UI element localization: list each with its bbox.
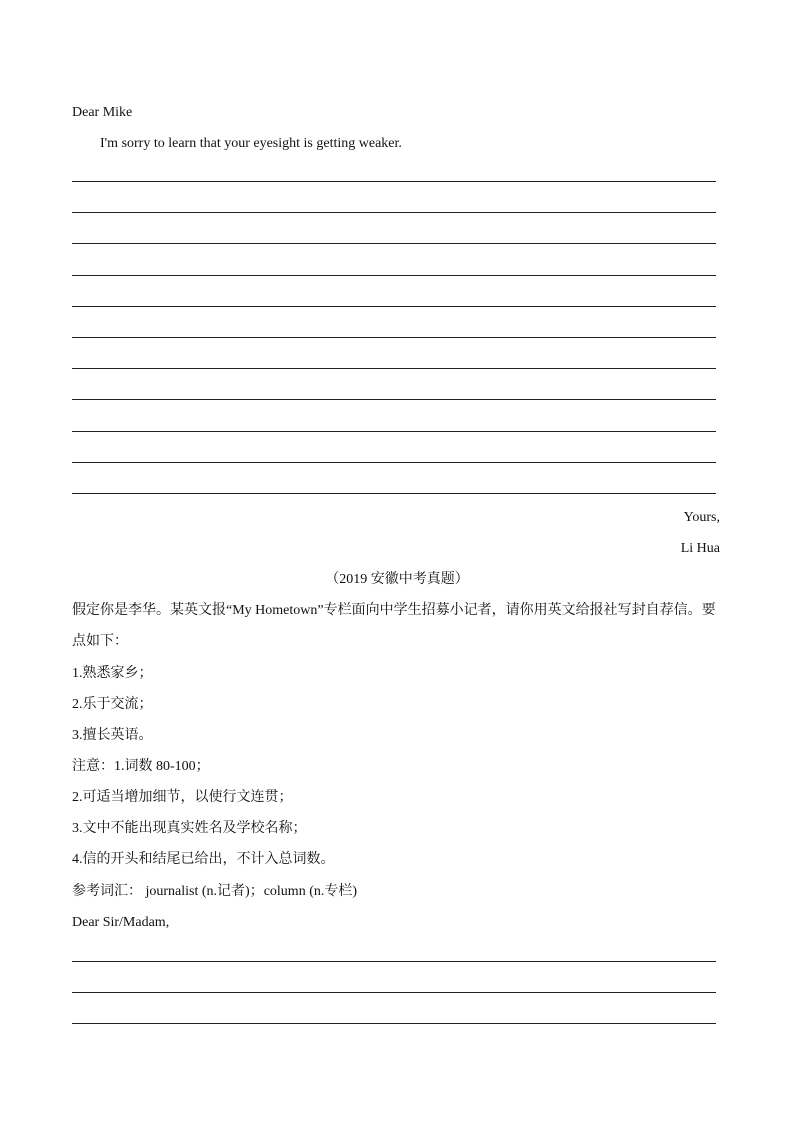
letter-opening-sentence: I'm sorry to learn that your eyesight is getting weaker. bbox=[100, 136, 402, 151]
writing-line[interactable] bbox=[72, 493, 716, 494]
writing-line[interactable] bbox=[72, 992, 716, 993]
task-point: 1.熟悉家乡； bbox=[72, 666, 153, 681]
writing-line[interactable] bbox=[72, 462, 716, 463]
letter-closing: Yours, bbox=[683, 510, 720, 525]
task-note: 2.可适当增加细节，以使行文连贯； bbox=[72, 790, 293, 805]
writing-line[interactable] bbox=[72, 243, 716, 244]
letter2-greeting: Dear Sir/Madam, bbox=[72, 915, 170, 930]
letter-greeting: Dear Mike bbox=[72, 105, 133, 120]
task-point: 3.擅长英语。 bbox=[72, 728, 153, 743]
task-note: 4.信的开头和结尾已给出，不计入总词数。 bbox=[72, 852, 335, 867]
writing-line[interactable] bbox=[72, 306, 716, 307]
writing-line[interactable] bbox=[72, 399, 716, 400]
writing-line[interactable] bbox=[72, 1023, 716, 1024]
letter-signature: Li Hua bbox=[680, 541, 720, 556]
task-note: 3.文中不能出现真实姓名及学校名称； bbox=[72, 821, 307, 836]
task-point: 2.乐于交流； bbox=[72, 697, 153, 712]
task-prompt: 假定你是李华。某英文报“My Hometown”专栏面向中学生招募小记者，请你用英文给报社写封自荐信。要点如下： bbox=[72, 603, 716, 649]
writing-line[interactable] bbox=[72, 337, 716, 338]
question-source: （2019 安徽中考真题） bbox=[325, 572, 469, 587]
reference-vocabulary: 参考词汇： journalist (n.记者)；column (n.专栏) bbox=[72, 884, 358, 899]
writing-line[interactable] bbox=[72, 961, 716, 962]
task-note: 注意：1.词数 80-100； bbox=[72, 759, 210, 774]
writing-line[interactable] bbox=[72, 431, 716, 432]
writing-line[interactable] bbox=[72, 212, 716, 213]
writing-line[interactable] bbox=[72, 368, 716, 369]
writing-line[interactable] bbox=[72, 181, 716, 182]
writing-line[interactable] bbox=[72, 275, 716, 276]
